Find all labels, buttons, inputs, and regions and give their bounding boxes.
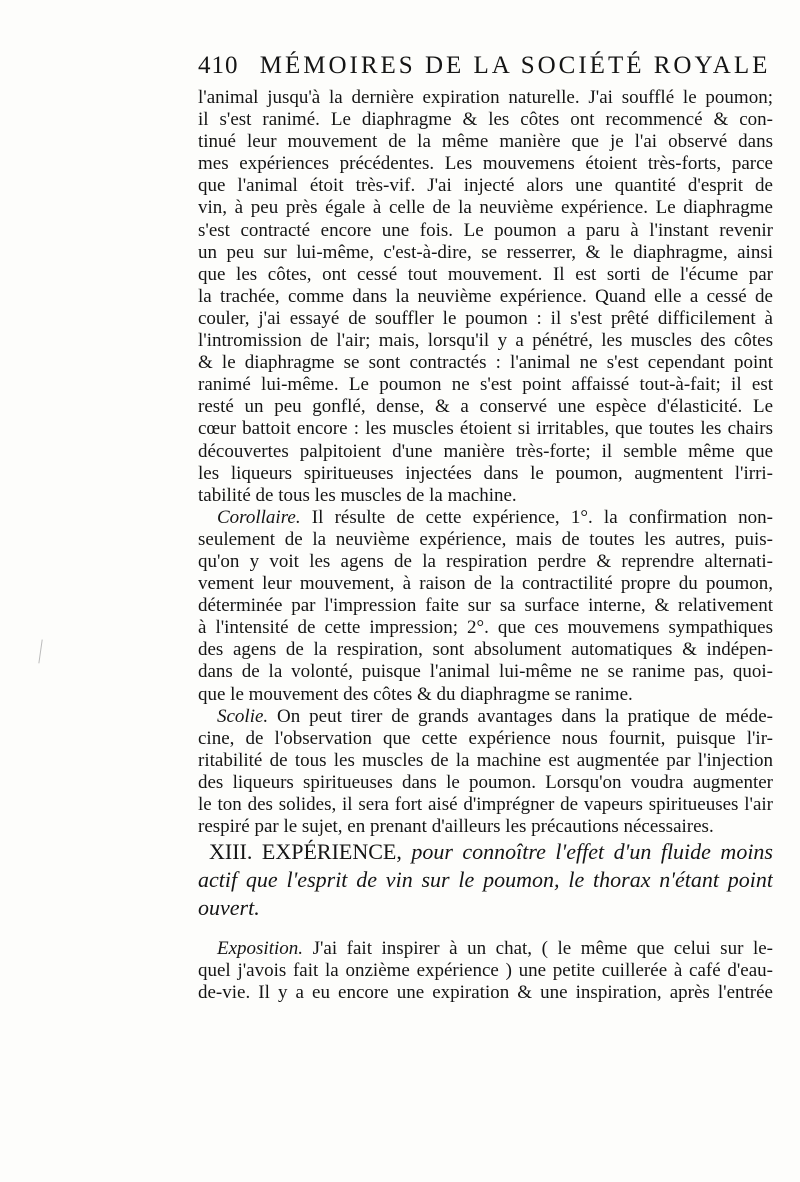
heading-roman: XIII. [209,839,253,864]
text-line: l'intromission de l'air; mais, lorsqu'il y a pénétré, les muscles des côtes [198,330,773,352]
heading-line-3 [198,894,773,922]
text-line: cœur battoit encore : les muscles étoient si irritables, que toutes les chairs [198,418,773,440]
heading-italic-3: ouvert. [198,895,260,920]
corollaire-text: Il résulte de cette expérience, 1°. la confirmation non- [300,506,773,528]
text-line: qu'on y voit les agens de la respiration perdre & reprendre alternati- [198,550,773,572]
exposition-text [198,938,773,1004]
text-line: que l'animal étoit très-vif. J'ai injecté alors une quantité d'esprit de [198,175,773,197]
text-line: découvertes palpitoient d'une manière très-forte; il semble même que [198,440,773,462]
text-line: l'animal jusqu'à la dernière expiration naturelle. J'ai soufflé le poumon; [198,87,773,108]
scolie-label: Scolie. [217,705,269,727]
text-line: que les côtes, ont cessé tout mouvement. Il est sorti de l'écume par [198,263,773,285]
exposition-text-start: J'ai fait inspirer à un chat, ( le même que celui sur le- [303,938,773,959]
text-line: cine, de l'observation que cette expérience nous fournit, puisque l'ir- [198,727,773,749]
exposition-first-line [198,938,773,960]
text-line: ranimé lui-même. Le poumon ne s'est point affaissé tout-à-fait; il est [198,374,773,396]
text-line: dans de la volonté, puisque l'animal lui-même ne se ranime pas, quoi- [198,661,773,683]
text-line: que le mouvement des côtes & du diaphragme se ranime. [198,683,633,705]
exposition-label: Exposition. [217,938,304,959]
text-line: un peu sur lui-même, c'est-à-dire, se resserrer, & le diaphragme, ainsi [198,241,773,263]
text-line: couler, j'ai essayé de souffler le poumon : il s'est prêté difficilement à [198,307,773,329]
text-line: seulement de la neuvième expérience, mais de toutes les autres, puis- [198,528,773,550]
heading-italic-1: pour connoître l'effet d'un fluide moins [401,839,773,864]
running-header [198,52,771,80]
text-line: resté un peu gonflé, dense, & a conservé une espèce d'élasticité. Le [198,396,773,418]
text-line: il s'est ranimé. Le diaphragme & les côtes ont recommencé & con- [198,109,773,131]
heading-line-2 [198,866,773,894]
text-line: de-vie. Il y a eu encore une expiration & une inspiration, après l'entrée [198,982,773,1004]
body-text [198,87,773,838]
text-line: mes expériences précédentes. Les mouvemens étoient très-forts, parce [198,153,773,175]
text-line: & le diaphragme se sont contractés : l'animal ne s'est cependant point [198,352,773,374]
text-line: à l'intensité de cette impression; 2°. que ces mouvemens sympathiques [198,617,773,639]
text-line: tabilité de tous les muscles de la machine. [198,484,517,506]
page-number: 410 [198,52,239,79]
text-line: quel j'avois fait la onzième expérience ) une petite cuillerée à café d'eau- [198,960,773,982]
text-line: des agens de la respiration, sont absolument automatiques & indépen- [198,639,773,661]
text-line: s'est contracté encore une fois. Le poumon a paru à l'instant revenir [198,219,773,241]
heading-word: EXPÉRIENCE, [261,839,402,864]
corollaire-label: Corollaire. [217,506,301,528]
text-line: vement leur mouvement, à raison de la contractilité propre du poumon, [198,573,773,595]
corollaire-first-line [198,507,773,529]
heading-italic-2: actif que l'esprit de vin sur le poumon, le thorax n'étant point [198,867,773,892]
text-line: les liqueurs spiritueuses injectées dans le poumon, augmentent l'irri- [198,462,773,484]
text-line: des liqueurs spiritueuses dans le poumon. Lorsqu'on voudra augmenter [198,771,773,793]
text-line: respiré par le sujet, en prenant d'ailleurs les précautions nécessaires. [198,816,714,838]
heading-line-1 [198,838,773,866]
text-line: tinué leur mouvement de la même manière que je l'ai observé dans [198,131,773,153]
margin-mark [38,639,50,664]
text-line: déterminée par l'impression faite sur sa surface interne, & relativement [198,595,773,617]
text-line: ritabilité de tous les muscles de la machine est augmentée par l'injection [198,749,773,771]
scolie-text: On peut tirer de grands avantages dans la pratique de méde- [268,705,773,727]
text-line: vin, à peu près égale à celle de la neuvième expérience. Le diaphragme [198,197,773,219]
running-title: MÉMOIRES DE LA SOCIÉTÉ ROYALE [259,52,771,79]
scolie-first-line [198,706,773,728]
text-line: le ton des solides, il sera fort aisé d'imprégner de vapeurs spiritueuses l'air [198,794,773,815]
experiment-heading [198,838,773,922]
text-line: la trachée, comme dans la neuvième expérience. Quand elle a cessé de [198,285,773,307]
